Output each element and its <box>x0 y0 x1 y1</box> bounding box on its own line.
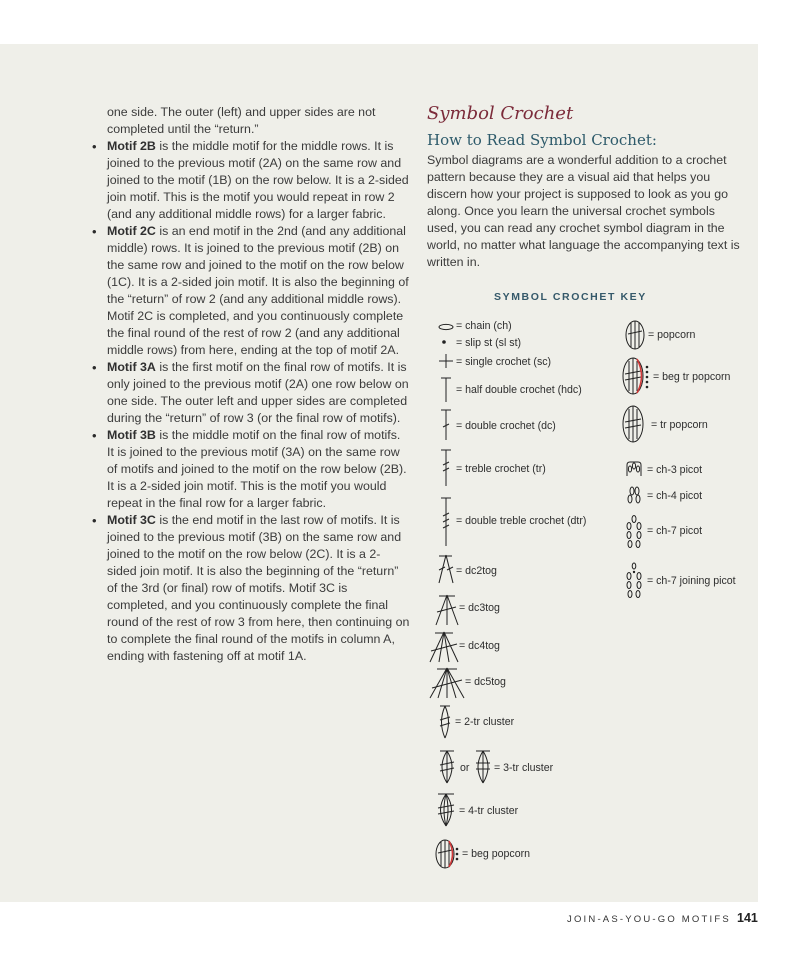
list-item-text: is the middle motif for the middle rows. It is joined to the previous motif (2A) on the same row and joined to the motif (1B) on the row below. It is a 2-sided join motif. This is the motif you would repeat in row 2 (and any additional middle rows) for a larger fabric. <box>107 139 409 221</box>
list-item <box>90 223 410 359</box>
ch-7-joining-picot-icon <box>624 562 644 604</box>
list-item-term: Motif 3A <box>107 360 156 374</box>
key-or-label: or <box>460 762 470 774</box>
single-crochet-icon <box>438 353 454 369</box>
key-label: = double treble crochet (dtr) <box>456 515 587 527</box>
running-title: JOIN-AS-YOU-GO MOTIFS <box>567 914 731 925</box>
key-label: = chain (ch) <box>456 320 512 332</box>
key-label: = tr popcorn <box>651 419 708 431</box>
key-label: = beg tr popcorn <box>653 371 731 383</box>
tr-popcorn-icon <box>620 403 648 445</box>
list-item <box>90 427 410 512</box>
key-label: = ch-7 joining picot <box>647 575 736 587</box>
intro-text: one side. The outer (left) and upper sides are not completed until the “return.” <box>107 105 376 136</box>
section-title: Symbol Crochet <box>427 103 574 124</box>
key-label: = ch-3 picot <box>647 464 703 476</box>
double-crochet-icon <box>438 408 454 442</box>
treble-crochet-icon <box>438 448 454 488</box>
key-label: = ch-4 picot <box>647 490 703 502</box>
key-label: = dc2tog <box>456 565 497 577</box>
key-label: = treble crochet (tr) <box>456 463 546 475</box>
3-tr-cluster-icon <box>436 748 458 786</box>
key-label: = dc5tog <box>465 676 506 688</box>
dc5tog-icon <box>428 666 466 700</box>
key-label: = 3-tr cluster <box>494 762 554 774</box>
ch-7-picot-icon <box>624 514 644 550</box>
list-item-term: Motif 2C <box>107 224 156 238</box>
2-tr-cluster-icon <box>436 703 454 741</box>
slip-stitch-icon <box>438 336 450 348</box>
list-item-term: Motif 3C <box>107 513 156 527</box>
double-treble-crochet-icon <box>438 496 454 548</box>
motif-list <box>90 138 410 665</box>
list-item-text: is the end motif in the last row of motifs. It is joined to the previous motif (3B) on the same row and joined to the motif on the row below (2C). It is a 2-sided join motif. It is also the beginning of the “return” of the 3rd (or final) row of motifs. Motif 3C is completed, and you continuously complete the final round of the rest of row 3 from here, then continuing on to complete the final round of the motifs in column A, ending with fastening off at motif 1A. <box>107 513 410 663</box>
key-label: = dc3tog <box>459 602 500 614</box>
key-label: = single crochet (sc) <box>456 356 552 368</box>
symbol-intro: Symbol diagrams are a wonderful addition to a crochet pattern because they are a visual aid that helps you discern how your project is supposed to look as you go along. Once you learn the universal crochet symbols used, you can read any crochet symbol diagram in the world, no matter what language the accompanying text is written in. <box>427 153 740 269</box>
key-label: = 2-tr cluster <box>455 716 515 728</box>
popcorn-icon <box>622 318 648 352</box>
half-double-crochet-icon <box>438 376 454 404</box>
left-column <box>90 104 410 665</box>
beg-tr-popcorn-icon <box>620 355 652 397</box>
page-number: 141 <box>737 911 758 925</box>
key-label: = double crochet (dc) <box>456 420 556 432</box>
beg-popcorn-icon <box>434 837 460 871</box>
chain-icon <box>438 322 456 332</box>
list-item-text: is the first motif on the final row of motifs. It is only joined to the previous motif (2A) one row below on one side. The outer left and upper sides are completed during the “return” of row 3 (or the final row of motifs). <box>107 360 409 425</box>
3-tr-cluster-alt-icon <box>472 748 494 786</box>
section-subtitle: How to Read Symbol Crochet: <box>427 131 657 149</box>
dc4tog-icon <box>428 630 460 664</box>
key-label: = half double crochet (hdc) <box>456 384 582 396</box>
4-tr-cluster-icon <box>434 791 458 829</box>
list-item <box>90 138 410 223</box>
key-label: = 4-tr cluster <box>459 805 519 817</box>
list-item <box>90 359 410 427</box>
ch-3-picot-icon <box>624 461 644 477</box>
key-label: = beg popcorn <box>462 848 531 860</box>
ch-4-picot-icon <box>624 485 644 507</box>
list-item <box>90 512 410 665</box>
list-item-text: is an end motif in the 2nd (and any additional middle) rows. It is joined to the previous motif (2B) on the same row and joined to the motif on the row below (1C). It is a 2-sided join motif. It is also the beginning of the “return” of row 2 (and any additional middle rows). Motif 2C is completed, and you continuously complete the final round of the rest of row 2 (and any additional middle rows) from here, ending at the top of motif 2A. <box>107 224 409 357</box>
dc3tog-icon <box>434 593 460 627</box>
key-heading: SYMBOL CROCHET KEY <box>494 291 647 303</box>
dc2tog-icon <box>436 553 456 585</box>
key-label: = slip st (sl st) <box>456 337 522 349</box>
list-item-term: Motif 2B <box>107 139 156 153</box>
key-label: = dc4tog <box>459 640 500 652</box>
list-item-text: is the middle motif on the final row of motifs. It is joined to the previous motif (3A) on the same row of motifs and joined to the motif on the row below (2B). It is a 2-sided join motif. This is the motif you would repeat in the final row for a larger fabric. <box>107 428 407 510</box>
key-label: = ch-7 picot <box>647 525 703 537</box>
key-label: = popcorn <box>648 329 696 341</box>
list-item-term: Motif 3B <box>107 428 156 442</box>
